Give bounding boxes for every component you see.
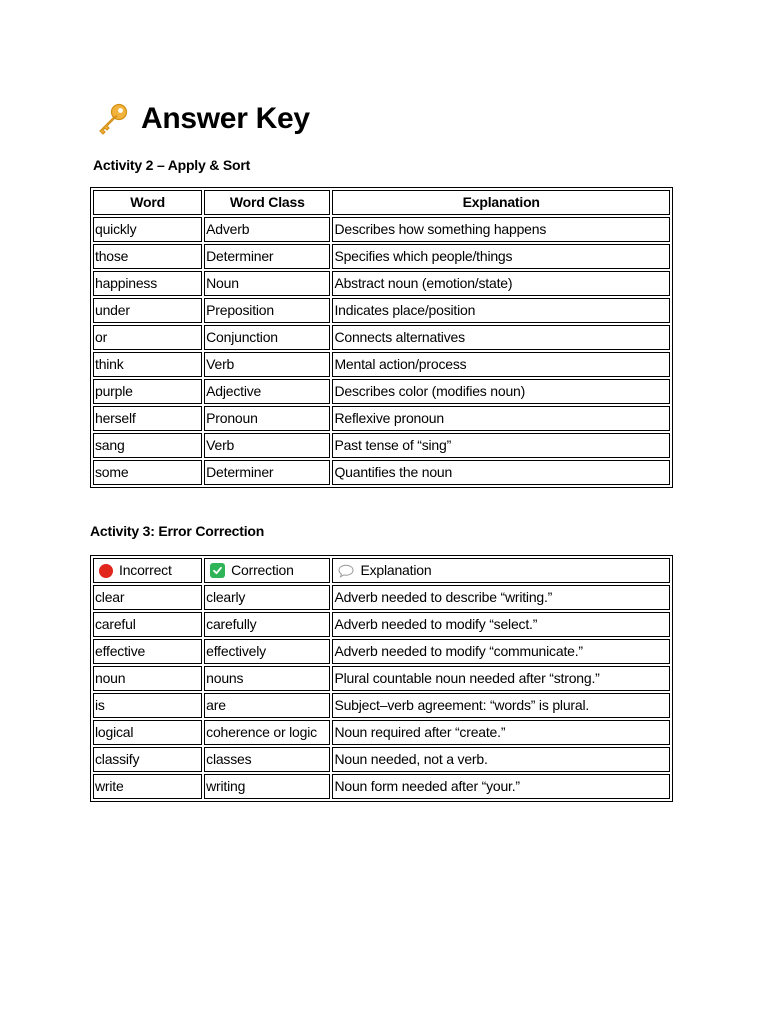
cell-word: purple xyxy=(93,379,202,404)
table-row xyxy=(93,244,670,269)
header-explanation: Explanation xyxy=(332,190,670,215)
cell-explanation: Describes how something happens xyxy=(332,217,670,242)
page-title xyxy=(95,99,310,139)
cell-explanation: Plural countable noun needed after “strong.” xyxy=(332,666,670,691)
table-header-row xyxy=(93,558,670,583)
page-title-text: Answer Key xyxy=(141,102,310,135)
cell-incorrect: logical xyxy=(93,720,202,745)
cell-incorrect: classify xyxy=(93,747,202,772)
activity3-heading: Activity 3: Error Correction xyxy=(90,523,265,539)
table-row xyxy=(93,433,670,458)
table-row xyxy=(93,774,670,799)
cell-word: or xyxy=(93,325,202,350)
header-explanation-label: Explanation xyxy=(360,562,432,578)
table-row xyxy=(93,585,670,610)
table-row xyxy=(93,325,670,350)
activity2-table xyxy=(90,187,673,488)
cell-correction: are xyxy=(204,693,330,718)
activity2-heading: Activity 2 – Apply & Sort xyxy=(93,157,251,173)
cell-word: some xyxy=(93,460,202,485)
table-row xyxy=(93,747,670,772)
cell-word: herself xyxy=(93,406,202,431)
check-mark-icon xyxy=(210,563,225,578)
table-row xyxy=(93,379,670,404)
table-row xyxy=(93,720,670,745)
cell-word: sang xyxy=(93,433,202,458)
cell-explanation: Specifies which people/things xyxy=(332,244,670,269)
header-explanation xyxy=(332,558,670,583)
table-row xyxy=(93,612,670,637)
cell-word: think xyxy=(93,352,202,377)
cell-explanation: Quantifies the noun xyxy=(332,460,670,485)
cell-explanation: Abstract noun (emotion/state) xyxy=(332,271,670,296)
header-word: Word xyxy=(93,190,202,215)
cell-word-class: Adverb xyxy=(204,217,330,242)
table-row xyxy=(93,298,670,323)
table-row xyxy=(93,271,670,296)
cell-word: quickly xyxy=(93,217,202,242)
cell-explanation: Indicates place/position xyxy=(332,298,670,323)
cell-explanation: Adverb needed to modify “communicate.” xyxy=(332,639,670,664)
cell-word: happiness xyxy=(93,271,202,296)
header-incorrect xyxy=(93,558,202,583)
cell-word-class: Pronoun xyxy=(204,406,330,431)
cell-incorrect: write xyxy=(93,774,202,799)
cell-word-class: Verb xyxy=(204,352,330,377)
header-incorrect-label: Incorrect xyxy=(119,562,172,578)
table-header-row xyxy=(93,190,670,215)
header-word-class: Word Class xyxy=(204,190,330,215)
cell-word: those xyxy=(93,244,202,269)
cell-incorrect: noun xyxy=(93,666,202,691)
key-icon xyxy=(95,102,129,136)
cell-word-class: Adjective xyxy=(204,379,330,404)
cell-word-class: Preposition xyxy=(204,298,330,323)
table-row xyxy=(93,217,670,242)
cell-incorrect: effective xyxy=(93,639,202,664)
cell-explanation: Mental action/process xyxy=(332,352,670,377)
cell-explanation: Noun needed, not a verb. xyxy=(332,747,670,772)
cell-word-class: Determiner xyxy=(204,460,330,485)
cell-explanation: Describes color (modifies noun) xyxy=(332,379,670,404)
speech-bubble-icon xyxy=(338,564,354,578)
table-row xyxy=(93,406,670,431)
cell-word: under xyxy=(93,298,202,323)
header-correction-label: Correction xyxy=(231,562,294,578)
cell-explanation: Adverb needed to describe “writing.” xyxy=(332,585,670,610)
cell-explanation: Adverb needed to modify “select.” xyxy=(332,612,670,637)
cell-explanation: Subject–verb agreement: “words” is plural. xyxy=(332,693,670,718)
cell-correction: nouns xyxy=(204,666,330,691)
cell-word-class: Noun xyxy=(204,271,330,296)
cell-correction: writing xyxy=(204,774,330,799)
cell-incorrect: is xyxy=(93,693,202,718)
cell-incorrect: clear xyxy=(93,585,202,610)
table-row xyxy=(93,666,670,691)
cell-word-class: Conjunction xyxy=(204,325,330,350)
cell-explanation: Noun required after “create.” xyxy=(332,720,670,745)
table-row xyxy=(93,352,670,377)
cell-correction: carefully xyxy=(204,612,330,637)
cell-correction: classes xyxy=(204,747,330,772)
cell-incorrect: careful xyxy=(93,612,202,637)
cell-word-class: Verb xyxy=(204,433,330,458)
cell-explanation: Reflexive pronoun xyxy=(332,406,670,431)
table-row xyxy=(93,460,670,485)
cell-explanation: Connects alternatives xyxy=(332,325,670,350)
cell-correction: effectively xyxy=(204,639,330,664)
header-correction xyxy=(204,558,330,583)
table-row xyxy=(93,693,670,718)
red-circle-icon xyxy=(99,564,113,578)
cell-correction: coherence or logic xyxy=(204,720,330,745)
cell-word-class: Determiner xyxy=(204,244,330,269)
cell-explanation: Past tense of “sing” xyxy=(332,433,670,458)
table-row xyxy=(93,639,670,664)
cell-correction: clearly xyxy=(204,585,330,610)
cell-explanation: Noun form needed after “your.” xyxy=(332,774,670,799)
activity3-table xyxy=(90,555,673,802)
